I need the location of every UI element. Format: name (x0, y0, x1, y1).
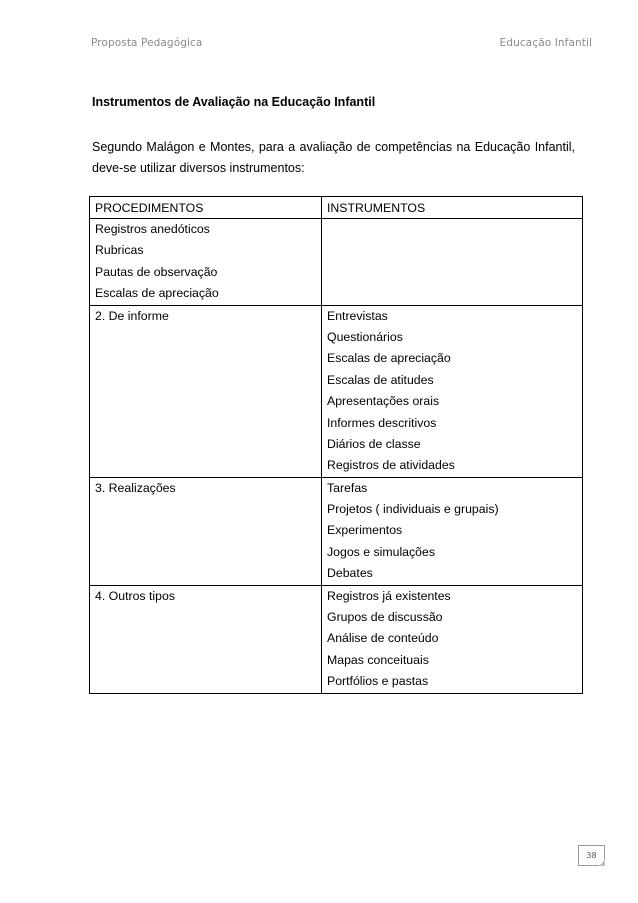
procedure-item: Escalas de apreciação (95, 286, 219, 301)
instruments-cell (322, 477, 583, 585)
instrument-item: Escalas de atitudes (327, 372, 434, 387)
procedure-item: Rubricas (95, 243, 144, 258)
instrument-item: Apresentações orais (327, 394, 440, 409)
procedure-item: 2. De informe (95, 308, 169, 323)
instrument-item: Registros já existentes (327, 588, 451, 603)
instrument-item: Diários de classe (327, 436, 421, 451)
table-row (90, 477, 583, 585)
instrument-item: Registros de atividades (327, 458, 455, 473)
table-row (90, 585, 583, 693)
instrument-item: Questionários (327, 329, 403, 344)
instrument-item: Debates (327, 566, 373, 581)
instruments-cell (322, 585, 583, 693)
instrument-item: Grupos de discussão (327, 610, 443, 625)
instruments-table (89, 196, 583, 694)
intro-paragraph: Segundo Malágon e Montes, para a avaliação de competências na Educação Infantil, deve-se utilizar diversos instrumentos: (92, 140, 575, 175)
procedures-cell (90, 305, 322, 477)
header-cell-instruments (322, 197, 583, 219)
section-title: Instrumentos de Avaliação na Educação Infantil (92, 95, 376, 109)
header-right: Educação Infantil (499, 37, 592, 49)
header-cell-procedures (90, 197, 322, 219)
instrument-item: Jogos e simulações (327, 544, 435, 559)
instrument-item: Portfólios e pastas (327, 674, 429, 689)
procedure-item: 3. Realizações (95, 480, 176, 495)
procedures-cell (90, 477, 322, 585)
instrument-item: Entrevistas (327, 308, 388, 323)
instruments-cell (322, 219, 583, 306)
table-row (90, 305, 583, 477)
procedures-cell (90, 219, 322, 306)
header-procedures: PROCEDIMENTOS (95, 201, 204, 215)
instrument-item: Mapas conceituais (327, 652, 429, 667)
header-left: Proposta Pedagógica (91, 37, 203, 49)
procedure-item: Registros anedóticos (95, 222, 210, 236)
table-row (90, 219, 583, 306)
instrument-item: Experimentos (327, 523, 403, 538)
instruments-cell (322, 305, 583, 477)
instrument-item: Análise de conteúdo (327, 631, 439, 646)
instrument-item: Projetos ( individuais e grupais) (327, 502, 499, 517)
header-instruments: INSTRUMENTOS (327, 201, 426, 215)
procedures-cell (90, 585, 322, 693)
instrument-item: Escalas de apreciação (327, 351, 451, 366)
page-number-badge: 38 (578, 845, 605, 866)
procedure-item: 4. Outros tipos (95, 588, 175, 603)
procedure-item: Pautas de observação (95, 264, 218, 279)
instrument-item: Informes descritivos (327, 415, 437, 430)
table-header-row (90, 197, 583, 219)
instrument-item: Tarefas (327, 480, 368, 495)
